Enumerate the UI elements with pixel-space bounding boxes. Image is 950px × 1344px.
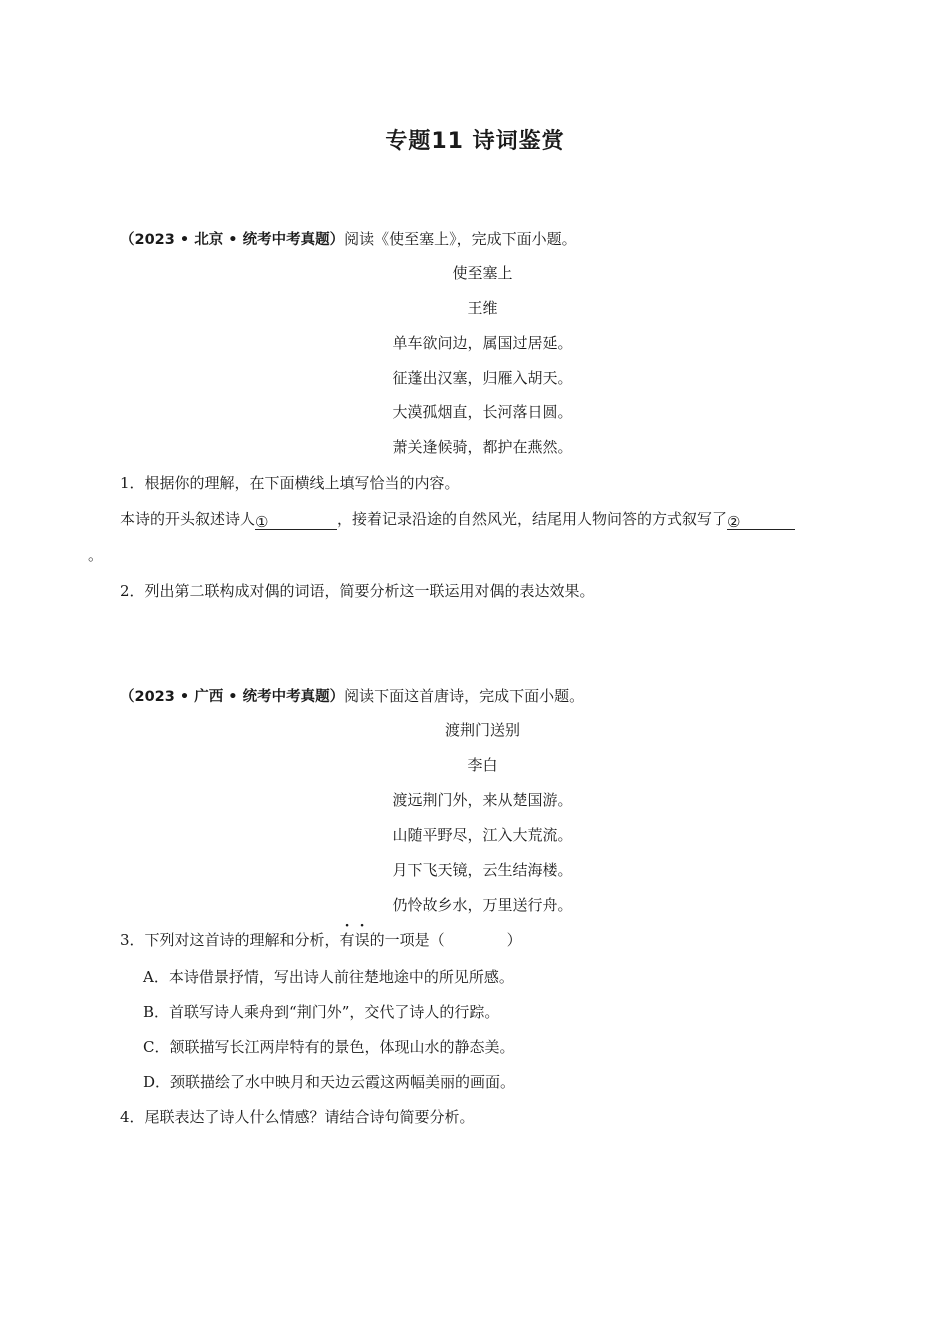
emphasis-char: 误: [354, 931, 370, 949]
source-tag: （2023 • 北京 • 统考中考真题）: [120, 232, 345, 248]
emphasis-char: 有: [339, 931, 355, 949]
question-4: 4．尾联表达了诗人什么情感？请结合诗句简要分析。: [120, 1108, 475, 1126]
poem-author: 王维: [467, 299, 498, 317]
page-title: 专题11 诗词鉴赏: [385, 129, 565, 154]
fill-text: ，接着记录沿途的自然风光，结尾用人物问答的方式叙写了: [337, 510, 728, 528]
poem-line: 月下飞天镜，云生结海楼。: [392, 861, 573, 879]
answer-blank-2[interactable]: [727, 513, 795, 530]
question-header-1: [120, 228, 577, 249]
blank-marker: ②: [727, 513, 741, 531]
question-2: 2．列出第二联构成对偶的词语，简要分析这一联运用对偶的表达效果。: [120, 582, 595, 600]
question-intro: 阅读《使至塞上》，完成下面小题。: [344, 230, 577, 248]
poem-author: 李白: [467, 756, 498, 774]
question-text: 3．下列对这首诗的理解和分析，: [120, 931, 340, 949]
option-d[interactable]: D．颈联描绘了水中映月和天边云霞这两幅美丽的画面。: [143, 1073, 516, 1091]
poem-line: 山随平野尽，江入大荒流。: [392, 826, 573, 844]
poem-line: 渡远荆门外，来从楚国游。: [392, 791, 573, 809]
question-header-2: [120, 685, 584, 706]
question-1-end: 。: [88, 546, 104, 564]
question-intro: 阅读下面这首唐诗，完成下面小题。: [344, 687, 585, 705]
question-1: 1．根据你的理解，在下面横线上填写恰当的内容。: [120, 474, 460, 492]
poem-line: 仍怜故乡水，万里送行舟。: [392, 896, 573, 914]
question-text: 的一项是（: [369, 931, 445, 949]
option-b[interactable]: B．首联写诗人乘舟到“荆门外”，交代了诗人的行踪。: [143, 1003, 500, 1021]
blank-marker: ①: [255, 513, 269, 531]
poem-line: 征蓬出汉塞，归雁入胡天。: [392, 369, 573, 387]
question-text: ）: [506, 931, 522, 949]
fill-text: 本诗的开头叙述诗人: [120, 510, 256, 528]
option-a[interactable]: A．本诗借景抒情，写出诗人前往楚地途中的所见所感。: [143, 968, 514, 986]
question-3: [120, 929, 522, 950]
poem-line: 萧关逢候骑，都护在燕然。: [392, 438, 573, 456]
poem-title: 使至塞上: [452, 264, 513, 282]
answer-blank-1[interactable]: [255, 513, 337, 530]
poem-title: 渡荆门送别: [444, 721, 520, 739]
poem-line: 单车欲问边，属国过居延。: [392, 334, 573, 352]
poem-line: 大漠孤烟直，长河落日圆。: [392, 403, 573, 421]
question-1-fill: [120, 508, 795, 530]
option-c[interactable]: C．颔联描写长江两岸特有的景色，体现山水的静态美。: [143, 1038, 515, 1056]
source-tag: （2023 • 广西 • 统考中考真题）: [120, 689, 345, 705]
